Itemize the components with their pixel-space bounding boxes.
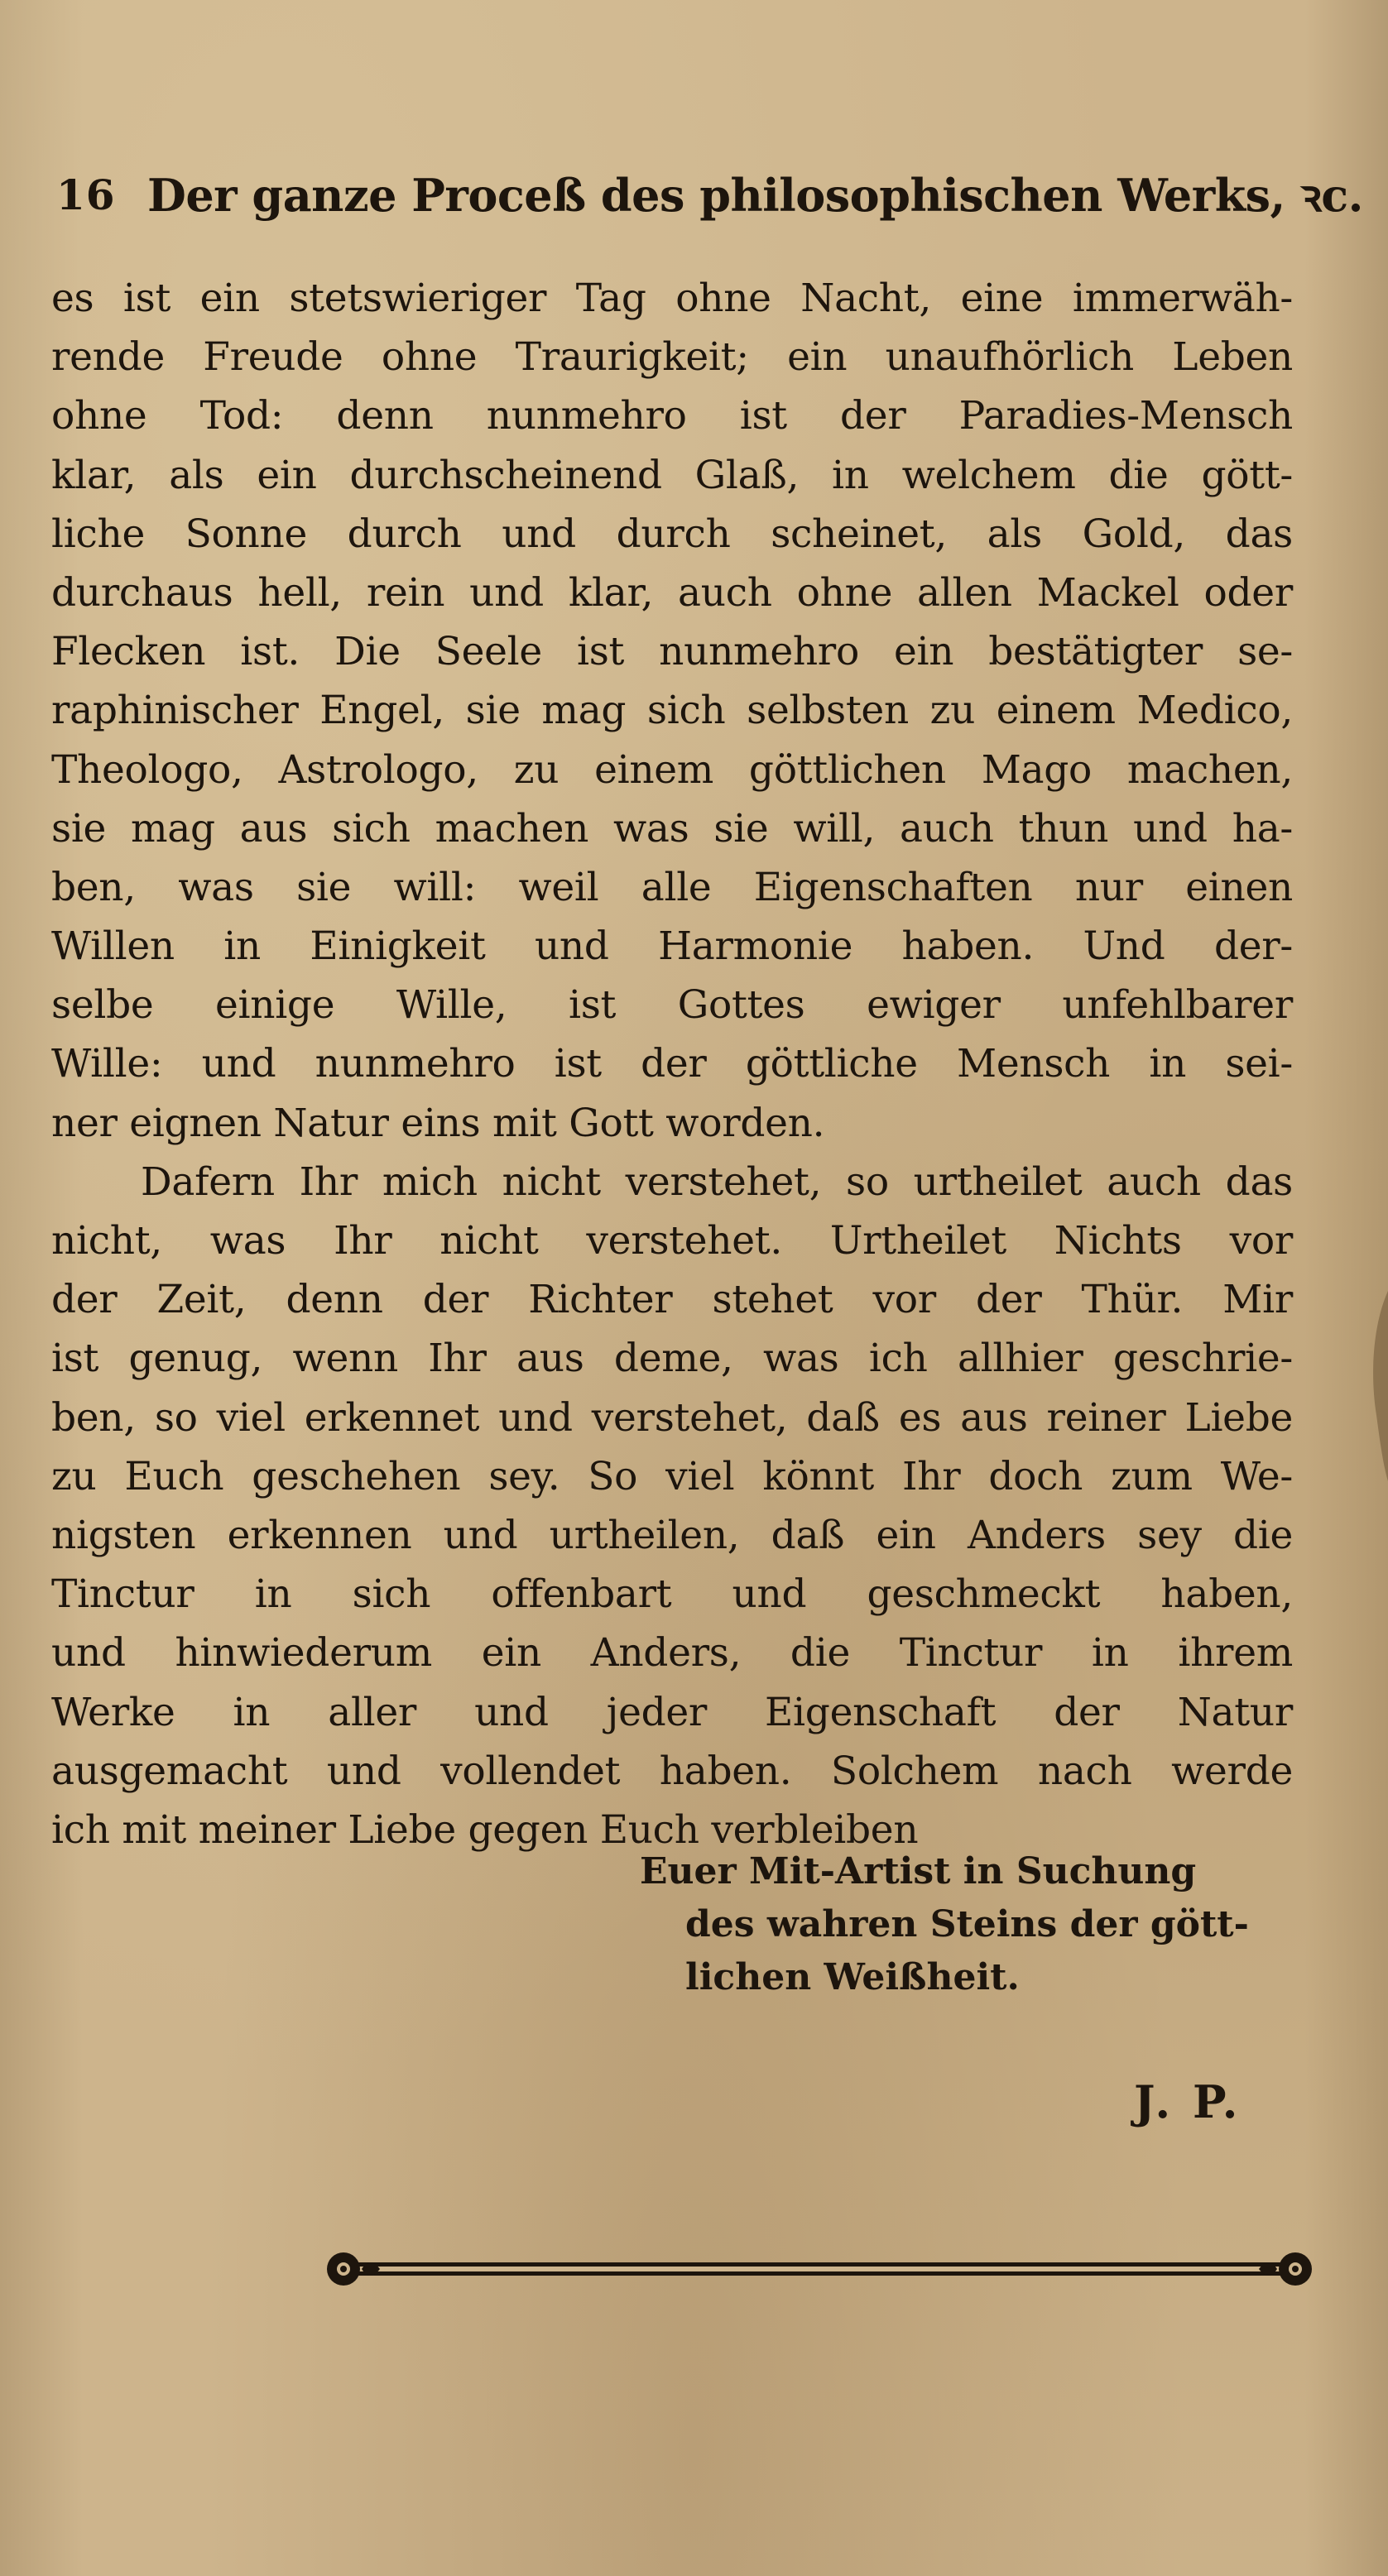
text-line: raphinischer Engel, sie mag sich selbsten zu einem Medico, bbox=[51, 688, 1293, 734]
text-line: Theologo, Astrologo, zu einem göttlichen Mago machen, bbox=[51, 746, 1293, 793]
text-line: der Zeit, denn der Richter stehet vor der Thür. Mir bbox=[51, 1277, 1293, 1323]
body-text bbox=[51, 269, 1293, 1859]
page-header bbox=[56, 162, 1363, 228]
text-line: es ist ein stetswieriger Tag ohne Nacht, eine immerwäh- bbox=[51, 276, 1293, 321]
closing-line: des wahren Steins der gött- bbox=[685, 1903, 1249, 1945]
closing-line: Euer Mit-Artist in Suchung bbox=[640, 1850, 1197, 1892]
running-head: Der ganze Proceß des philosophischen Werks, ꝛc. bbox=[147, 169, 1363, 222]
text-line: zu Euch geschehen sey. So viel könnt Ihr doch zum We- bbox=[51, 1453, 1293, 1499]
text-line: ben, was sie will: weil alle Eigenschaften nur einen bbox=[51, 864, 1293, 910]
page-number: 16 bbox=[56, 170, 116, 219]
text-line: Tinctur in sich offenbart und geschmeckt haben, bbox=[51, 1571, 1293, 1618]
text-line: nicht, was Ihr nicht verstehet. Urtheilet Nichts vor bbox=[51, 1218, 1293, 1264]
text-line: ohne Tod: denn nunmehro ist der Paradies-Mensch bbox=[51, 393, 1293, 439]
text-line: nigsten erkennen und urtheilen, daß ein Anders sey die bbox=[51, 1512, 1293, 1558]
text-line: Werke in aller und jeder Eigenschaft der Natur bbox=[51, 1689, 1293, 1735]
text-line: rende Freude ohne Traurigkeit; ein unaufhörlich Leben bbox=[51, 334, 1293, 381]
text-line: Willen in Einigkeit und Harmonie haben. Und der- bbox=[51, 923, 1293, 970]
text-line: ist genug, wenn Ihr aus deme, was ich allhier geschrie- bbox=[51, 1336, 1293, 1382]
text-line: liche Sonne durch und durch scheinet, als Gold, das bbox=[51, 511, 1293, 557]
paragraph-end-line: ner eignen Natur eins mit Gott worden. bbox=[51, 1100, 825, 1146]
text-line: Flecken ist. Die Seele ist nunmehro ein bestätigter se- bbox=[51, 629, 1293, 675]
signature-initials: J. P. bbox=[1134, 2075, 1242, 2128]
text-line: selbe einige Wille, ist Gottes ewiger unfehlbarer bbox=[51, 982, 1293, 1029]
closing-salutation bbox=[640, 1845, 1265, 2004]
closing-line: lichen Weißheit. bbox=[685, 1956, 1020, 1998]
text-line: ausgemacht und vollendet haben. Solchem nach werde bbox=[51, 1748, 1293, 1794]
text-line: ben, so viel erkennet und verstehet, daß es aus reiner Liebe bbox=[51, 1394, 1293, 1441]
text-line: durchaus hell, rein und klar, auch ohne allen Mackel oder bbox=[51, 569, 1293, 616]
paragraph-start-line: Dafern Ihr mich nicht verstehet, so urtheilet auch das bbox=[141, 1158, 1293, 1205]
page-edge-stain bbox=[1366, 1291, 1388, 1481]
decorative-rule-ornament-icon bbox=[319, 2244, 1320, 2294]
text-line: Wille: und nunmehro ist der göttliche Mensch in sei- bbox=[51, 1041, 1293, 1087]
text-line: sie mag aus sich machen was sie will, auch thun und ha- bbox=[51, 805, 1293, 851]
text-line: klar, als ein durchscheinend Glaß, in welchem die gött- bbox=[51, 452, 1293, 498]
paragraph-end-line: ich mit meiner Liebe gegen Euch verbleiben bbox=[51, 1806, 919, 1853]
text-line: und hinwiederum ein Anders, die Tinctur in ihrem bbox=[51, 1630, 1293, 1677]
